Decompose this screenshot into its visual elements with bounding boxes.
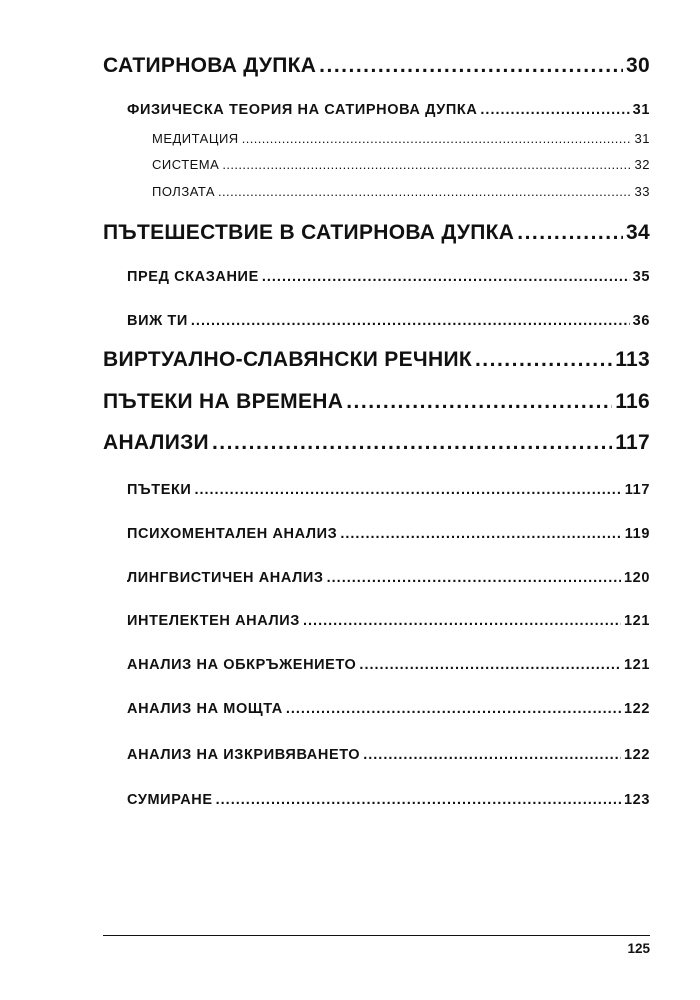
toc-page-number: 120 — [624, 570, 650, 586]
toc-entry-polzata[interactable] — [152, 184, 650, 199]
toc-entry-title: АНАЛИЗИ — [103, 431, 209, 454]
toc-entry-analizi[interactable] — [103, 431, 650, 455]
footer-divider — [103, 935, 650, 936]
toc-page-number: 35 — [632, 269, 650, 285]
toc-entry-virtualno-slavyanski[interactable] — [103, 348, 650, 372]
toc-entry-title: АНАЛИЗ НА ОБКРЪЖЕНИЕТО — [127, 657, 357, 673]
toc-entry-title: АНАЛИЗ НА МОЩТА — [127, 701, 283, 717]
toc-dot-leader — [319, 54, 623, 78]
toc-entry-title: ПСИХОМЕНТАЛЕН АНАЛИЗ — [127, 526, 338, 542]
toc-entry-title: ВИРТУАЛНО-СЛАВЯНСКИ РЕЧНИК — [103, 348, 472, 371]
toc-entry-title: ПРЕД СКАЗАНИЕ — [127, 269, 259, 285]
toc-entry-title: ПЪТЕШЕСТВИЕ В САТИРНОВА ДУПКА — [103, 221, 515, 244]
footer-page-number: 125 — [627, 941, 650, 956]
toc-dot-leader — [212, 431, 612, 455]
toc-dot-leader — [194, 482, 621, 498]
toc-entry-pateki-na-vremena[interactable] — [103, 390, 650, 414]
toc-page-number: 116 — [615, 390, 650, 413]
toc-dot-leader — [363, 747, 621, 763]
toc-entry-title: ПЪТЕКИ НА ВРЕМЕНА — [103, 390, 344, 413]
toc-dot-leader — [222, 157, 631, 172]
toc-page-number: 122 — [624, 701, 650, 717]
toc-entry-title: ФИЗИЧЕСКА ТЕОРИЯ НА САТИРНОВА ДУПКА — [127, 102, 478, 118]
toc-entry-title: СИСТЕМА — [152, 157, 220, 172]
toc-page-number: 122 — [624, 747, 650, 763]
toc-entry-intelekten-analiz[interactable] — [127, 613, 650, 629]
toc-page-number: 32 — [634, 157, 650, 172]
toc-page-number: 31 — [634, 131, 650, 146]
toc-page-number: 34 — [626, 221, 650, 244]
toc-entry-title: ЛИНГВИСТИЧЕН АНАЛИЗ — [127, 570, 324, 586]
toc-page-number: 36 — [632, 313, 650, 329]
toc-page-number: 113 — [615, 348, 650, 371]
toc-dot-leader — [359, 657, 621, 673]
toc-dot-leader — [191, 313, 630, 329]
toc-entry-sumirane[interactable] — [127, 792, 650, 808]
toc-page-number: 31 — [632, 102, 650, 118]
toc-dot-leader — [216, 792, 621, 808]
toc-entry-title: ВИЖ ТИ — [127, 313, 188, 329]
toc-entry-sistema[interactable] — [152, 157, 650, 172]
toc-dot-leader — [480, 102, 629, 118]
toc-dot-leader — [517, 221, 623, 245]
toc-dot-leader — [303, 613, 621, 629]
toc-page-number: 117 — [615, 431, 650, 454]
toc-page-number: 30 — [626, 54, 650, 77]
toc-dot-leader — [262, 269, 630, 285]
toc-dot-leader — [286, 701, 621, 717]
toc-entry-psihomentalen-analiz[interactable] — [127, 526, 650, 542]
toc-entry-title: АНАЛИЗ НА ИЗКРИВЯВАНЕТО — [127, 747, 361, 763]
toc-page-number: 33 — [634, 184, 650, 199]
toc-entry-pateki[interactable] — [127, 482, 650, 498]
toc-entry-title: ИНТЕЛЕКТЕН АНАЛИЗ — [127, 613, 300, 629]
toc-dot-leader — [218, 184, 632, 199]
toc-entry-vizh-ti[interactable] — [127, 313, 650, 329]
toc-dot-leader — [475, 348, 612, 372]
toc-entry-pred-skazanie[interactable] — [127, 269, 650, 285]
toc-entry-analiz-na-izkrivyavaneto[interactable] — [127, 747, 650, 763]
toc-page-number: 121 — [624, 657, 650, 673]
toc-entry-pateshestvie[interactable] — [103, 221, 650, 245]
toc-page-number: 121 — [624, 613, 650, 629]
toc-entry-title: СУМИРАНЕ — [127, 792, 213, 808]
toc-page-number: 119 — [624, 526, 650, 542]
toc-entry-title: МЕДИТАЦИЯ — [152, 131, 239, 146]
toc-page-number: 123 — [624, 792, 650, 808]
toc-entry-lingvistichen-analiz[interactable] — [127, 570, 650, 586]
toc-page-number: 117 — [624, 482, 650, 498]
toc-entry-title: ПОЛЗАТА — [152, 184, 216, 199]
toc-dot-leader — [327, 570, 621, 586]
toc-dot-leader — [340, 526, 621, 542]
toc-entry-meditatsiya[interactable] — [152, 131, 650, 146]
toc-entry-analiz-na-moshtta[interactable] — [127, 701, 650, 717]
toc-entry-satirnova-dupka[interactable] — [103, 54, 650, 78]
toc-entry-analiz-na-obkrazhenieto[interactable] — [127, 657, 650, 673]
toc-entry-fizicheska-teoriya[interactable] — [127, 102, 650, 118]
toc-dot-leader — [242, 131, 632, 146]
toc-entry-title: ПЪТЕКИ — [127, 482, 192, 498]
toc-entry-title: САТИРНОВА ДУПКА — [103, 54, 317, 77]
toc-dot-leader — [346, 390, 612, 414]
